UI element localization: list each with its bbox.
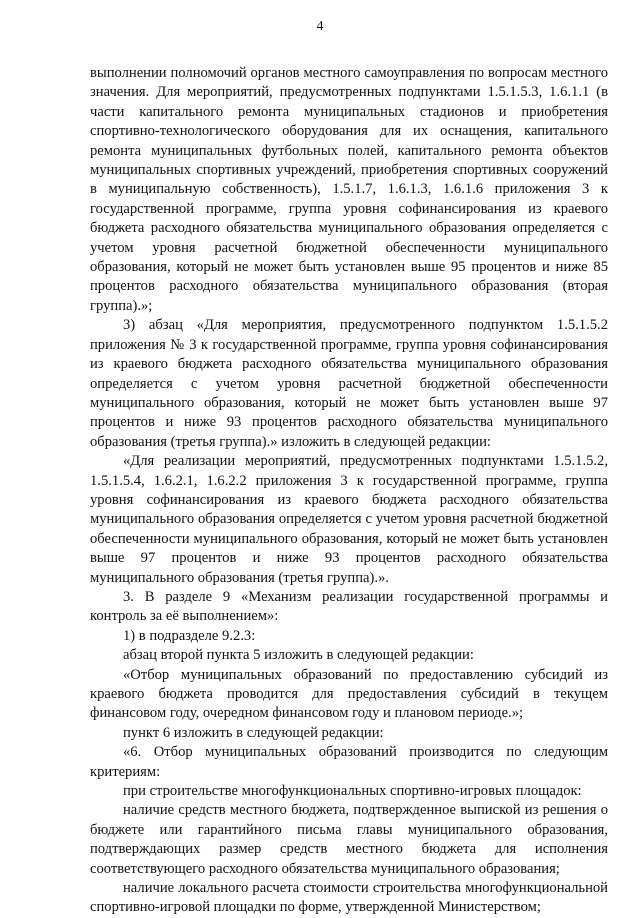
paragraph-point-5: абзац второй пункта 5 изложить в следующей редакции: xyxy=(123,647,474,664)
paragraph-selection-quote: «Отбор муниципальных образований по предоставлению субсидий из краевого бюджета проводится для предоставления субсидий в текущем финансовом году, очередном финансовом году и плановом периоде.»; xyxy=(90,666,608,722)
paragraph-local-budget: наличие средств местного бюджета, подтвержденное выпиской из решения о бюджете или гарантийного письма главы муниципального образования, подтверждающих размер средств местного бюджета для исполнения соответствующего расходного обязательства муниципального образования; xyxy=(90,802,608,877)
paragraph-construction: при строительстве многофункциональных спортивно-игровых площадок: xyxy=(123,783,582,800)
paragraph-item-3-abzac: 3) абзац «Для мероприятия, предусмотренного подпунктом 1.5.1.5.2 приложения № 3 к государственной программе, группа уровня софинансирования из краевого бюджета расходного обязательства муниципального образования определяется с учетом уровня расчетной бюджетной обеспеченности муниципального образования, который не может быть установлен выше 97 процентов и ниже 93 процентов расходного обязательства муниципального образования (третья группа).» изложить в следующей редакции: xyxy=(90,317,608,450)
paragraph-local-estimate: наличие локального расчета стоимости строительства многофункциональной спортивно-игровой площадки по форме, утвержденной Министерством; xyxy=(90,880,608,916)
paragraph-criteria: «6. Отбор муниципальных образований производится по следующим критериям: xyxy=(90,744,608,780)
page-number: 4 xyxy=(316,19,324,34)
paragraph-section-9: 3. В разделе 9 «Механизм реализации государственной программы и контроль за её выполнением»: xyxy=(90,588,608,625)
paragraph-continuation: выполнении полномочий органов местного самоуправления по вопросам местного значения. Для мероприятий, предусмотренных подпунктами 1.5.1.5.3, 1.6.1.1 (в части капитального ремонта муниципальных стадионов и приобретения спортивно-технологического оборудования для их оснащения, капитального ремонта муниципальных футбольных полей, капитального ремонта объектов муниципальных спортивных учреждений, приобретения спортивных сооружений в муниципальную собственность), 1.5.1.7, 1.6.1.3, 1.6.1.6 приложения 3 к государственной программе, группа уровня софинансирования из краевого бюджета расходного обязательства муниципального образования определяется с учетом уровня расчетной бюджетной обеспеченности муниципального образования, который не может быть установлен выше 95 процентов и ниже 85 процентов расходного обязательства муниципального образования (вторая группа).»; xyxy=(90,65,608,314)
document-body xyxy=(90,64,608,918)
paragraph-subsection-9-2-3: 1) в подразделе 9.2.3: xyxy=(123,627,256,644)
paragraph-new-wording: «Для реализации мероприятий, предусмотренных подпунктами 1.5.1.5.2, 1.5.1.5.4, 1.6.2.1, 1.6.2.2 приложения 3 к государственной программе, группа уровня софинансирования из краевого бюджета расходного обязательства муниципального образования определяется с учетом уровня расчетной бюджетной обеспеченности муниципального образования, который не может быть установлен выше 97 процентов и ниже 93 процентов расходного обязательства муниципального образования (третья группа).». xyxy=(90,453,608,586)
paragraph-point-6: пункт 6 изложить в следующей редакции: xyxy=(123,724,384,741)
